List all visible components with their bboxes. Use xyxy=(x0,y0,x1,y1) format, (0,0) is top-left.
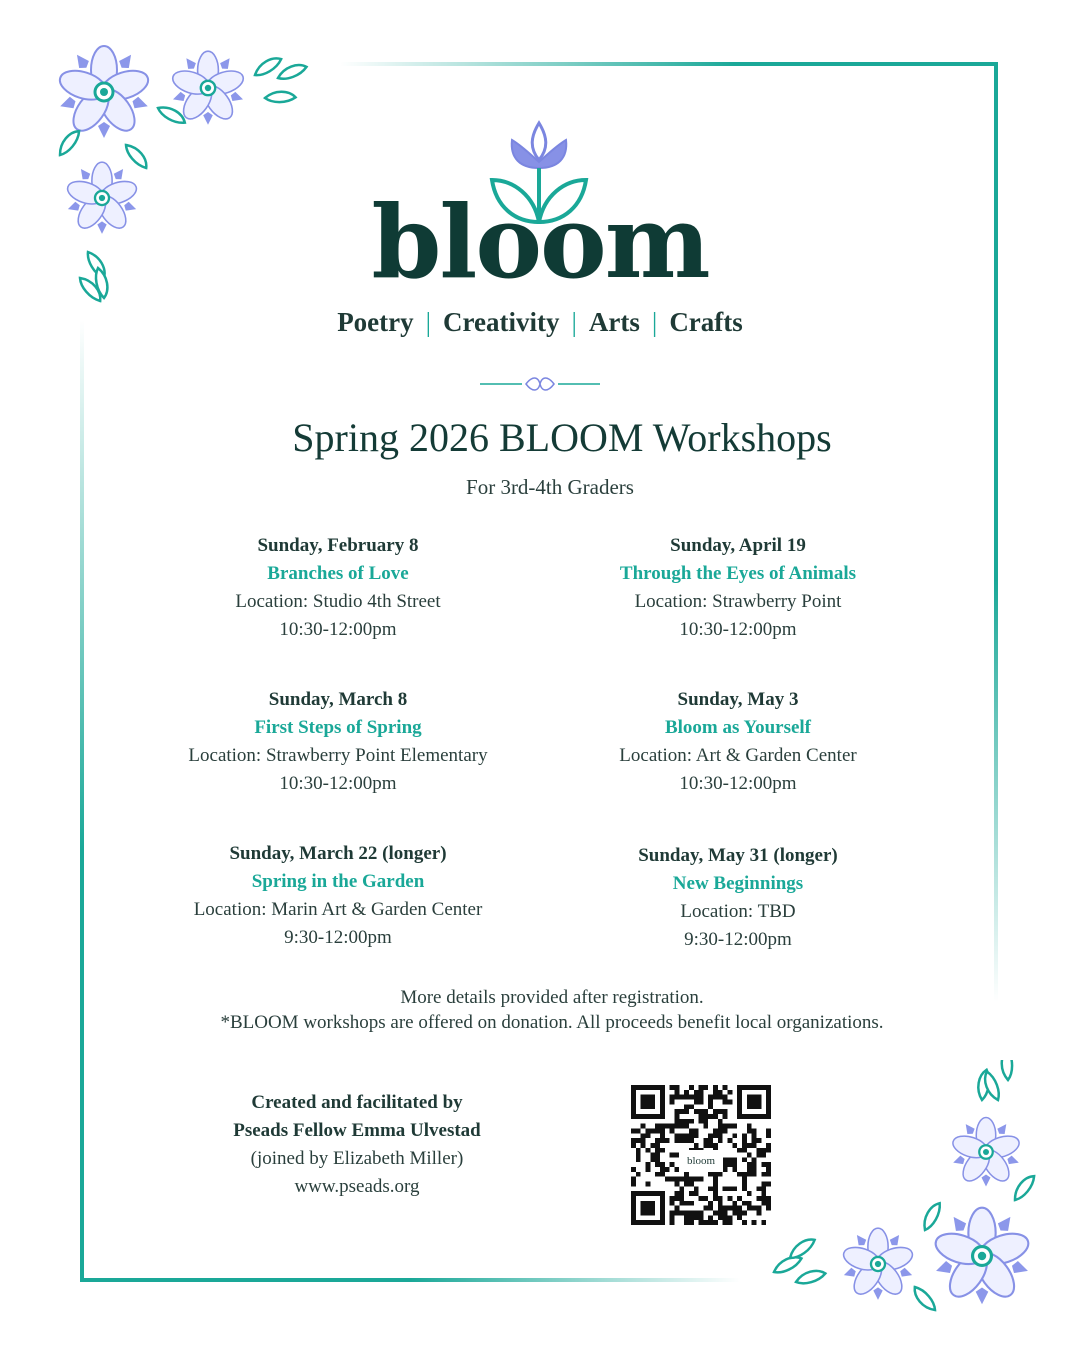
tagline-poetry: Poetry xyxy=(337,307,414,337)
tagline xyxy=(0,302,1080,342)
workshop-name: New Beginnings xyxy=(672,873,804,894)
workshop-location: Location: Strawberry Point xyxy=(634,591,842,612)
notes-line-1: More details provided after registration. xyxy=(400,987,704,1008)
credits-line-1: Created and facilitated by xyxy=(251,1092,463,1113)
website-link[interactable]: www.pseads.org xyxy=(294,1176,420,1197)
credits-line-3: (joined by Elizabeth Miller) xyxy=(250,1148,464,1169)
workshop-location: Location: Marin Art & Garden Center xyxy=(193,899,483,920)
frame-bottom-border xyxy=(80,1278,740,1282)
tagline-creativity: Creativity xyxy=(443,307,560,337)
workshop-name: Branches of Love xyxy=(267,563,409,584)
workshop-time: 10:30-12:00pm xyxy=(679,619,797,640)
workshop-date: Sunday, May 31 (longer) xyxy=(638,845,838,866)
registration-notes xyxy=(0,985,1080,1035)
tagline-crafts: Crafts xyxy=(669,307,743,337)
workshop-location: Location: Art & Garden Center xyxy=(619,745,857,766)
workshop-card xyxy=(538,686,938,798)
tagline-separator: | xyxy=(651,307,658,337)
workshop-location: Location: TBD xyxy=(680,901,796,922)
workshop-name: Through the Eyes of Animals xyxy=(619,563,857,584)
credits-block xyxy=(157,1089,557,1201)
workshop-time: 10:30-12:00pm xyxy=(279,773,397,794)
workshop-card xyxy=(138,840,538,952)
page-subtitle: For 3rd-4th Graders xyxy=(466,475,634,499)
workshop-location: Location: Studio 4th Street xyxy=(235,591,441,612)
workshop-date: Sunday, February 8 xyxy=(257,535,419,556)
brand-wordmark: bloom xyxy=(371,183,709,301)
workshop-name: First Steps of Spring xyxy=(254,717,422,738)
workshop-date: Sunday, April 19 xyxy=(670,535,806,556)
frame-top-border xyxy=(340,62,998,66)
workshop-time: 9:30-12:00pm xyxy=(684,929,792,950)
tagline-separator: | xyxy=(571,307,577,337)
workshop-date: Sunday, March 22 (longer) xyxy=(229,843,447,864)
ornament-divider-icon xyxy=(478,374,602,394)
notes-line-2: *BLOOM workshops are offered on donation. All proceeds benefit local organizations. xyxy=(220,1012,884,1033)
workshop-time: 10:30-12:00pm xyxy=(279,619,397,640)
frame-left-border xyxy=(80,320,84,1282)
tagline-separator: | xyxy=(425,307,432,337)
credits-line-2: Pseads Fellow Emma Ulvestad xyxy=(233,1120,481,1141)
workshop-card xyxy=(138,532,538,644)
workshop-time: 9:30-12:00pm xyxy=(284,927,392,948)
workshop-card xyxy=(138,686,538,798)
floral-corner-bottom-right-icon xyxy=(760,1060,1060,1340)
workshop-name: Spring in the Garden xyxy=(251,871,425,892)
qr-label: bloom xyxy=(679,1150,723,1172)
workshop-date: Sunday, March 8 xyxy=(268,689,408,710)
workshop-time: 10:30-12:00pm xyxy=(679,773,797,794)
workshop-card xyxy=(538,842,938,954)
page-title: Spring 2026 BLOOM Workshops xyxy=(292,415,832,460)
workshop-name: Bloom as Yourself xyxy=(664,717,812,738)
workshop-date: Sunday, May 3 xyxy=(677,689,799,710)
workshop-location: Location: Strawberry Point Elementary xyxy=(188,745,488,766)
tagline-arts: Arts xyxy=(588,307,640,337)
workshop-card xyxy=(538,532,938,644)
